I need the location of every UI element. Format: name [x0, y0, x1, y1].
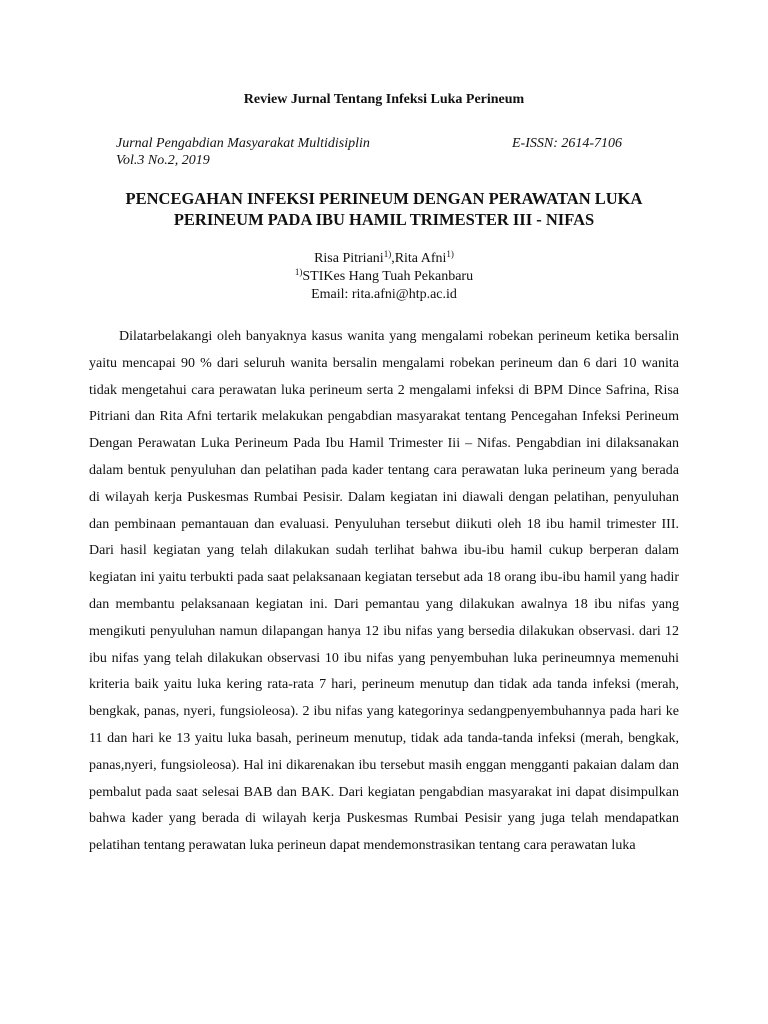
review-title: Review Jurnal Tentang Infeksi Luka Perineum: [243, 92, 525, 107]
author-name: Rita Afni: [394, 251, 447, 266]
volume-row: [116, 153, 636, 169]
abstract-paragraph: Dilatarbelakangi oleh banyaknya kasus wanita yang mengalami robekan perineum ketika bersalin yaitu mencapai 90 % dari seluruh wanita bersalin mengalami robekan perineum dan 6 dari 10 wanita tidak mengetahui cara perawatan luka perineum serta 2 mengalami infeksi di BPM Dince Safrina, Risa Pitriani dan Rita Afni tertarik melakukan pengabdian masyarakat tentang Pencegahan Infeksi Perineum Dengan Perawatan Luka Perineum Pada Ibu Hamil Trimester Iii – Nifas. Pengabdian ini dilaksanakan dalam bentuk penyuluhan dan pelatihan pada kader tentang cara perawatan luka perineum yang berada di wilayah kerja Puskesmas Rumbai Pesisir. Dalam kegiatan ini diawali dengan pelatihan, penyuluhan dan pembinaan pemantauan dan evaluasi. Penyuluhan tersebut diikuti oleh 18 ibu hamil trimester III. Dari hasil kegiatan yang telah dilakukan sudah terlihat bahwa ibu-ibu hamil cukup berperan dalam kegiatan ini yaitu terbukti pada saat pelaksanaan kegiatan tersebut ada 18 orang ibu-ibu hamil yang hadir dan membantu pelaksanaan kegiatan ini. Dari pemantau yang dilakukan awalnya 18 ibu nifas yang mengikuti penyuluhan namun dilapangan hanya 12 ibu nifas yang bersedia dilakukan observasi. dari 12 ibu nifas yang telah dilakukan observasi 10 ibu nifas yang penyembuhan luka perineumnya memenuhi kriteria baik yaitu luka kering rata-rata 7 hari, perineum menutup dan tidak ada tanda infeksi (merah, bengkak, panas, nyeri, fungsioleosa). 2 ibu nifas yang kategorinya sedangpenyembuhannya pada hari ke 11 dan hari ke 13 yaitu luka basah, perineum menutup, tidak ada tanda-tanda infeksi (merah, bengkak, panas,nyeri, fungsioleosa). Hal ini dikarenakan ibu tersebut masih enggan mengganti pakaian dalam dan pembalut pada saat selesai BAB dan BAK. Dari kegiatan pengabdian masyarakat ini dapat disimpulkan bahwa kader yang berada di wilayah kerja Puskesmas Rumbai Pesisir yang juga telah mendapatkan pelatihan tentang perawatan luka perineun dapat mendemonstrasikan tentang cara perawatan luka: [89, 329, 679, 854]
author-name: Risa Pitriani: [314, 251, 384, 266]
journal-info-row: [116, 136, 636, 152]
article-title-line-2: PERINEUM PADA IBU HAMIL TRIMESTER III - NIFAS: [173, 210, 595, 229]
affiliation-line: [0, 268, 768, 286]
affiliation-marker: 1): [294, 267, 303, 277]
author-line: [0, 250, 768, 268]
email: Email: rita.afni@htp.ac.id: [311, 287, 457, 302]
issn: E-ISSN: 2614-7106: [512, 136, 623, 151]
article-title-line-1: PENCEGAHAN INFEKSI PERINEUM DENGAN PERAWATAN LUKA: [125, 189, 643, 208]
abstract-body: [89, 324, 679, 860]
volume: Vol.3 No.2, 2019: [116, 153, 210, 168]
article-title: [60, 188, 708, 230]
author-affiliation-marker: 1): [383, 249, 392, 259]
affiliation: STIKes Hang Tuah Pekanbaru: [302, 269, 474, 284]
journal-name: Jurnal Pengabdian Masyarakat Multidisiplin: [116, 136, 370, 151]
author-block: [0, 250, 768, 304]
author-separator: ,: [391, 251, 395, 266]
author-affiliation-marker: 1): [446, 249, 454, 259]
